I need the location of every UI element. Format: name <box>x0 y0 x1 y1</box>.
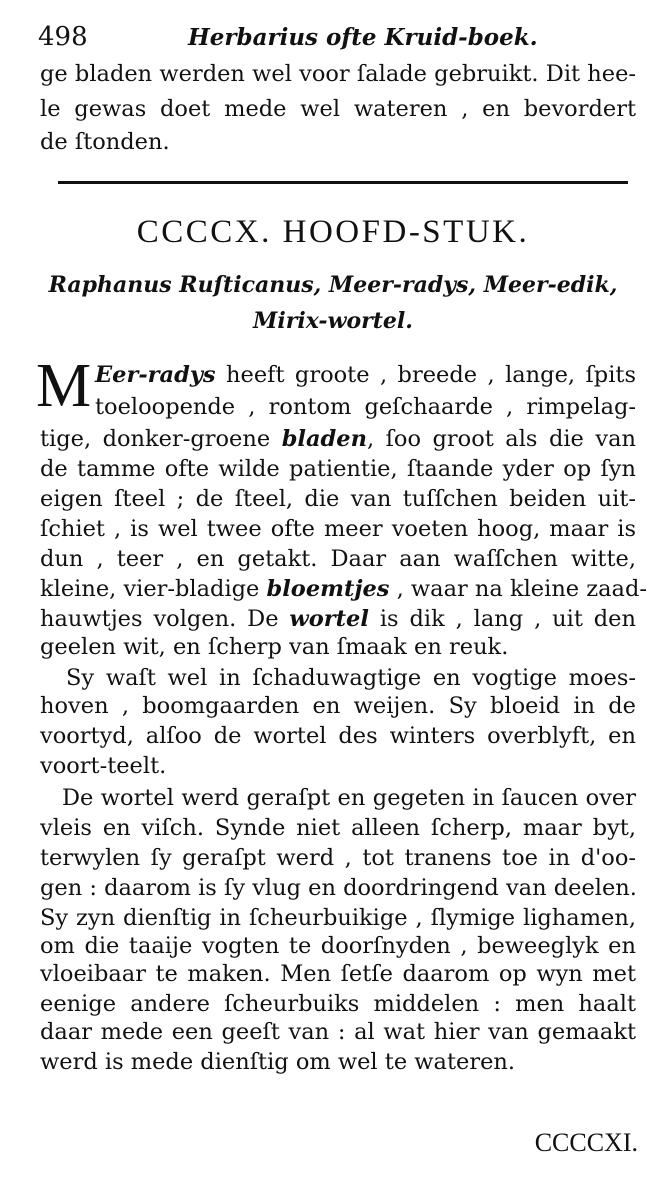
paragraph-line: om die taaije vogten te doorſnyden , beweeglyk en <box>40 933 636 959</box>
paragraph-line: toeloopende , rontom geſchaarde , rimpelag- <box>95 394 636 420</box>
running-head <box>38 22 646 56</box>
intro-line: le gewas doet mede wel wateren , en bevordert <box>40 96 636 122</box>
line-text: , ſoo groot als die van <box>366 426 636 452</box>
paragraph-line: daar mede een geeſt van : al wat hier van gemaakt <box>40 1019 636 1045</box>
line-text: , waar na kleine zaad- <box>389 576 647 602</box>
paragraph-line: hoven , boomgaarden en weijen. Sy bloeid in de <box>40 693 636 719</box>
paragraph-line: werd is mede dienſtig om wel te wateren. <box>40 1049 516 1075</box>
italic-term: bloemtjes <box>266 576 390 602</box>
paragraph-line: ſchiet , is wel twee ofte meer voeten hoog, maar is <box>40 516 636 542</box>
paragraph-line: gen : daarom is ſy vlug en doordringend van deelen. <box>40 875 637 901</box>
paragraph-line: dun , teer , en getakt. Daar aan waſſchen witte, <box>40 546 636 572</box>
paragraph-line: eigen ſteel ; de ſteel, die van tuſſchen beiden uit- <box>40 486 636 512</box>
chapter-subtitle: Mirix-wortel. <box>253 308 413 334</box>
running-title: Herbarius ofte Kruid-boek. <box>188 24 538 51</box>
chapter-title: CCCCX. HOOFD-STUK. <box>136 214 530 250</box>
paragraph-line: Sy waſt wel in ſchaduwagtige en vogtige moes- <box>66 665 636 691</box>
line-text: tige, donker-groene <box>40 426 282 452</box>
paragraph-line <box>40 425 636 453</box>
paragraph-line: Sy zyn dienſtig in ſcheurbuikige , ſlymige lighamen, <box>40 905 636 931</box>
line-text: is dik , lang , uit den <box>368 606 636 632</box>
intro-line: ge bladen werden wel voor ſalade gebruikt. Dit hee- <box>40 61 636 87</box>
italic-term: bladen <box>281 426 367 452</box>
paragraph-line: voortyd, alſoo de wortel des winters overblyft, en <box>40 723 636 749</box>
paragraph-line <box>40 605 636 633</box>
drop-cap: M <box>36 352 92 420</box>
italic-term: wortel <box>289 606 369 632</box>
paragraph-line <box>95 361 636 389</box>
line-text: hauwtjes volgen. De <box>40 606 290 632</box>
paragraph-line: voort-teelt. <box>40 753 167 779</box>
chapter-subtitle: Raphanus Ruſticanus, Meer-radys, Meer-edik, <box>48 272 618 298</box>
paragraph-line: eenige andere ſcheurbuiks middelen : men haalt <box>40 991 636 1017</box>
section-divider <box>58 181 628 187</box>
page-number: 498 <box>38 22 88 52</box>
line-text: heeft groote , breede , lange, ſpits <box>215 362 636 388</box>
catchword: CCCCXI. <box>534 1128 638 1157</box>
paragraph-line: geelen wit, en ſcherp van ſmaak en reuk. <box>40 634 509 660</box>
paragraph-line: vloeibaar te maken. Men ſetſe daarom op wyn met <box>40 961 636 987</box>
paragraph-line: De wortel werd geraſpt en gegeten in ſaucen over <box>62 785 636 811</box>
paragraph-line <box>40 575 647 603</box>
paragraph-line: terwylen ſy geraſpt werd , tot tranens toe in d'oo- <box>40 845 636 871</box>
intro-line: de ſtonden. <box>40 129 170 155</box>
paragraph-line: de tamme ofte wilde patientie, ſtaande yder op ſyn <box>40 456 636 482</box>
line-text: kleine, vier-bladige <box>40 576 267 602</box>
paragraph-line: vleis en viſch. Synde niet alleen ſcherp, maar byt, <box>40 815 636 841</box>
plant-name: Eer-radys <box>95 362 216 388</box>
